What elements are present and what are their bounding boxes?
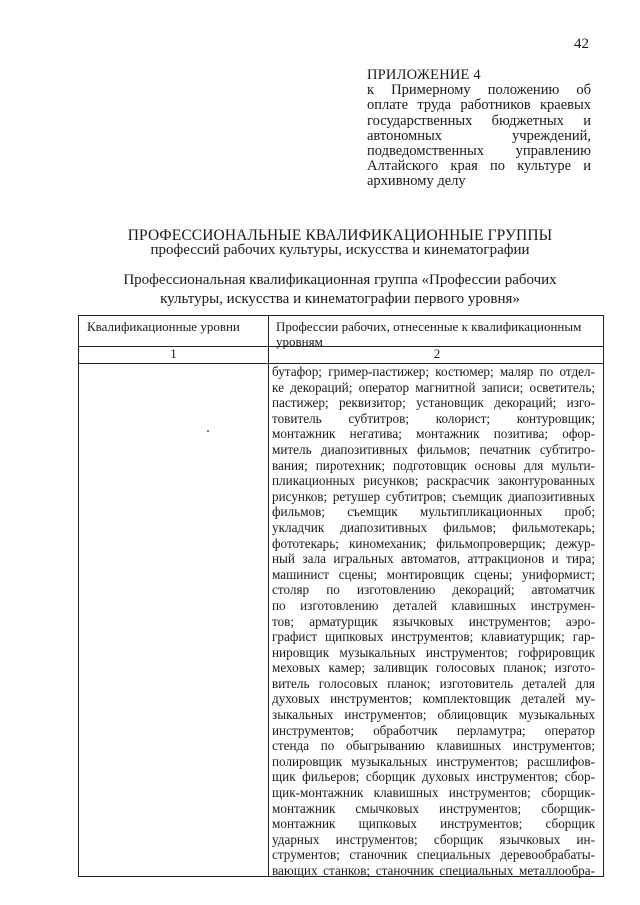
professions-line: фототекарь; киномеханик; фильмопроверщик; дежур- bbox=[272, 535, 595, 551]
professions-line: зыкальных инструментов; облицовщик музыкальных bbox=[272, 707, 595, 723]
appendix-line: подведомственных управлению bbox=[367, 143, 591, 160]
professions-list bbox=[272, 364, 595, 879]
page-number: 42 bbox=[574, 36, 589, 52]
professions-line: нировщик музыкальных инструментов; гофрировщик bbox=[272, 644, 595, 660]
professions-line: монтажник смычковых инструментов; сборщик- bbox=[272, 800, 595, 816]
group-title-line: культуры, искусства и кинематографии первого уровня» bbox=[160, 291, 520, 307]
appendix-line: к Примерному положению об bbox=[367, 82, 591, 99]
professions-line: столяр по изготовлению декораций; автоматчик bbox=[272, 582, 595, 598]
appendix-block bbox=[367, 68, 591, 190]
qualification-table bbox=[78, 315, 604, 877]
appendix-line: архивному делу bbox=[367, 173, 466, 190]
professions-line: машинист сцены; монтировщик сцены; униформист; bbox=[272, 566, 595, 582]
group-title-line: Профессиональная квалификационная группа «Профессии рабочих bbox=[123, 272, 557, 288]
professions-line: вания; пиротехник; подготовщик основы для мульти- bbox=[272, 457, 595, 473]
professions-line: пастижер; реквизитор; установщик декораций; изго- bbox=[272, 395, 595, 411]
professions-line: графист щипковых инструментов; клавиатурщик; гар- bbox=[272, 629, 595, 645]
appendix-line: государственных бюджетных и bbox=[367, 112, 591, 129]
appendix-title: ПРИЛОЖЕНИЕ 4 bbox=[367, 67, 481, 83]
professions-line: стенда по обыгрыванию клавишных инструментов; bbox=[272, 738, 595, 754]
professions-line: митель диапозитивных фильмов; печатник субтитро- bbox=[272, 441, 595, 457]
professions-line: ный зала игральных автоматов, аттракционов и тира; bbox=[272, 551, 595, 567]
professions-line: пликационных рисунков; раскрасчик законтурованных bbox=[272, 473, 595, 489]
professions-line: фильмов; съемщик мультипликационных проб; bbox=[272, 504, 595, 520]
professions-line: меховых камер; заливщик голосовых планок; изгото- bbox=[272, 660, 595, 676]
professions-line: инструментов; обработчик перламутра; оператор bbox=[272, 722, 595, 738]
scan-speck bbox=[207, 430, 209, 432]
professions-line: бутафор; гример-пастижер; костюмер; маляр по отдел- bbox=[272, 364, 595, 379]
professions-line: полировщик музыкальных инструментов; расшлифов- bbox=[272, 753, 595, 769]
professions-line: по изготовлению деталей клавишных инструмен- bbox=[272, 597, 595, 613]
professions-line: щик-монтажник клавишных инструментов; сборщик- bbox=[272, 785, 595, 801]
header-qualification-levels: Квалификационные уровни bbox=[87, 319, 240, 334]
document-subtitle: профессий рабочих культуры, искусства и кинематографии bbox=[150, 242, 530, 258]
column-divider bbox=[268, 316, 269, 876]
professions-line: духовых инструментов; комплектовщик деталей му- bbox=[272, 691, 595, 707]
header-professions: Профессии рабочих, отнесенные к квалификационным уровням bbox=[276, 319, 582, 349]
professions-line: монтажник щипковых инструментов; сборщик bbox=[272, 816, 595, 832]
professions-line: ударных инструментов; сборщик язычковых ин- bbox=[272, 831, 595, 847]
document-title: ПРОФЕССИОНАЛЬНЫЕ КВАЛИФИКАЦИОННЫЕ ГРУППЫ bbox=[127, 227, 553, 244]
appendix-line: автономных учреждений, bbox=[367, 127, 591, 144]
professions-line: струментов; станочник специальных деревообрабаты- bbox=[272, 847, 595, 863]
appendix-line: оплате труда работников краевых bbox=[367, 97, 591, 114]
group-title bbox=[0, 271, 640, 309]
professions-line: тов; арматурщик язычковых инструментов; аэро- bbox=[272, 613, 595, 629]
professions-line: укладчик диапозитивных фильмов; фильмотекарь; bbox=[272, 519, 595, 535]
professions-line: товитель субтитров; колорист; контуровщик; bbox=[272, 410, 595, 426]
professions-line: рисунков; ретушер субтитров; съемщик диапозитивных bbox=[272, 488, 595, 504]
professions-line: вающих станков; станочник специальных металлообра- bbox=[272, 863, 595, 878]
professions-line: монтажник негатива; монтажник позитива; офор- bbox=[272, 426, 595, 442]
professions-line: щик фильеров; сборщик духовых инструментов; сбор- bbox=[272, 769, 595, 785]
column-number-2: 2 bbox=[433, 346, 441, 361]
professions-line: витель голосовых планок; изготовитель деталей для bbox=[272, 675, 595, 691]
professions-line: ке декораций; оператор магнитной записи; осветитель; bbox=[272, 379, 595, 395]
appendix-line: Алтайского края по культуре и bbox=[367, 158, 591, 175]
column-number-1: 1 bbox=[170, 346, 177, 361]
